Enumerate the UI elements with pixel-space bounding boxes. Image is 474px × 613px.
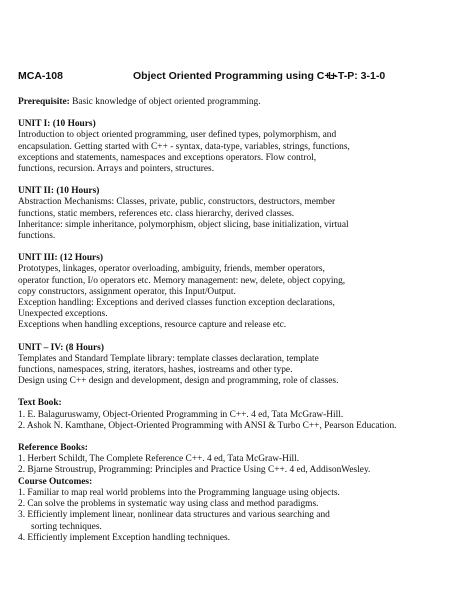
- unit-line: Exception handling: Exceptions and derived classes function exception declarations,: [18, 298, 335, 309]
- outcome-line: 2. Can solve the problems in systematic way using class and method paradigms.: [18, 499, 319, 510]
- text-book-section: [18, 398, 458, 432]
- syllabus-content: [18, 97, 458, 555]
- unit-heading: UNIT I: (10 Hours): [18, 119, 96, 130]
- course-outcomes-heading: Course Outcomes:: [18, 476, 93, 487]
- prerequisite-section: [18, 97, 458, 108]
- reference-book-item: 2. Bjarne Stroustrup, Programming: Principles and Practice Using C++. 4 ed, AddisonWesley.: [18, 465, 371, 476]
- unit-line: exceptions and statements, namespaces and exceptions operators. Flow control,: [18, 152, 317, 163]
- unit-heading: UNIT – IV: (8 Hours): [18, 342, 104, 353]
- unit-heading: UNIT III: (12 Hours): [18, 253, 103, 264]
- prerequisite-label: Prerequisite:: [18, 97, 70, 107]
- unit-2-section: [18, 186, 458, 242]
- text-book-item: 2. Ashok N. Kamthane, Object-Oriented Programming with ANSI & Turbo C++, Pearson Education.: [18, 420, 397, 431]
- reference-books-section: [18, 443, 458, 477]
- course-title: Object Oriented Programming using C++: [133, 70, 337, 82]
- unit-line: Introduction to object oriented programming, user defined types, polymorphism, and: [18, 130, 337, 141]
- unit-line: Exceptions when handling exceptions, resource capture and release etc.: [18, 320, 287, 331]
- unit-4-section: [18, 343, 458, 388]
- course-header: [18, 70, 456, 84]
- unit-line: functions, namespaces, string, iterators, hashes, iostreams and other type.: [18, 365, 293, 376]
- unit-line: Inheritance: simple inheritance, polymorphism, object slicing, base initialization, virtual: [18, 219, 349, 230]
- reference-book-item: 1. Herbert Schildt, The Complete Reference C++. 4 ed, Tata McGraw-Hill.: [18, 454, 300, 465]
- unit-line: Templates and Standard Template library: template classes declaration, template: [18, 353, 319, 364]
- unit-1-section: [18, 119, 458, 175]
- unit-line: Prototypes, linkages, operator overloading, ambiguity, friends, member operators,: [18, 264, 325, 275]
- unit-line: Abstraction Mechanisms: Classes, private, public, constructors, destructors, member: [18, 197, 336, 208]
- unit-heading: UNIT II: (10 Hours): [18, 186, 100, 197]
- outcome-line: sorting techniques.: [31, 521, 102, 532]
- unit-line: copy constructors, assignment operator, this Input/Output.: [18, 286, 236, 297]
- unit-3-section: [18, 253, 458, 331]
- ltp-credits: L-T-P: 3-1-0: [328, 70, 386, 82]
- outcome-line: 1. Familiar to map real world problems into the Programming language using objects.: [18, 487, 340, 498]
- unit-line: operator function, I/o operators etc. Memory management: new, delete, object copying,: [18, 275, 346, 286]
- text-book-item: 1. E. Balaguruswamy, Object-Oriented Programming in C++. 4 ed, Tata McGraw-Hill.: [18, 409, 344, 420]
- unit-line: functions, static members, references etc. class hierarchy, derived classes.: [18, 208, 295, 219]
- outcome-line: 3. Efficiently implement linear, nonlinear data structures and various searching and: [18, 510, 330, 521]
- course-outcomes-section: [18, 477, 458, 544]
- unit-line: Design using C++ design and development, design and programming, role of classes.: [18, 376, 339, 387]
- unit-line: functions, recursion. Arrays and pointers, structures.: [18, 164, 215, 175]
- course-code: MCA-108: [18, 70, 63, 82]
- text-book-heading: Text Book:: [18, 398, 62, 409]
- unit-line: encapsulation. Getting started with C++ - syntax, data-type, variables, strings, functions,: [18, 141, 350, 152]
- reference-books-heading: Reference Books:: [18, 443, 88, 454]
- unit-line: functions.: [18, 231, 56, 242]
- prerequisite-text: Basic knowledge of object oriented programming.: [69, 97, 261, 107]
- unit-line: Unexpected exceptions.: [18, 309, 108, 320]
- outcome-line: 4. Efficiently implement Exception handling techniques.: [18, 532, 231, 543]
